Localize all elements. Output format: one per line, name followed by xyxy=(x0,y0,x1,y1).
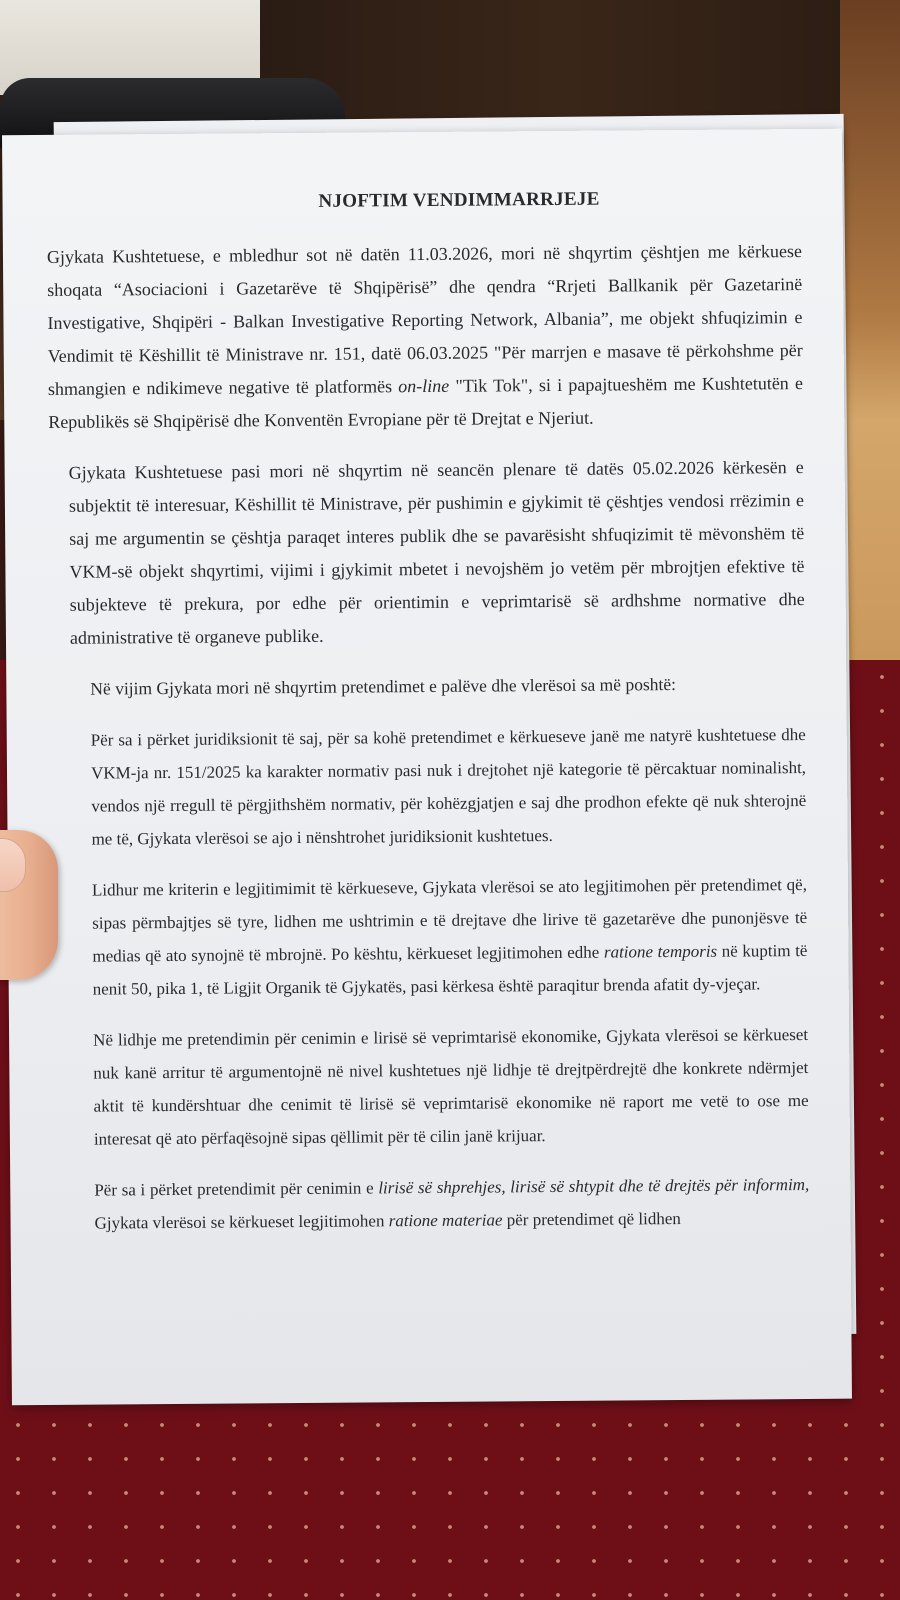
paragraph-1-italic: on-line xyxy=(398,375,450,397)
thumb xyxy=(0,830,58,980)
paragraph-5-end: në kuptim të nenit 50, pika 1, të Ligjit Organik të Gjykatës, pasi kërkesa është paraqitur brenda afatit dy-vjeçar. xyxy=(92,940,808,999)
background-wood-panel xyxy=(840,0,900,700)
paragraph-5-italic: ratione temporis xyxy=(603,941,718,962)
document-body xyxy=(46,187,809,1258)
document-title: NJOFTIM VENDIMMARRJEJE xyxy=(318,188,600,212)
document-page xyxy=(2,129,852,1406)
paragraph-7 xyxy=(54,1168,809,1240)
paragraph-1-end: "Tik Tok", si i papajtueshëm me Kushtetutën e Republikës së Shqipërisë dhe Konventën Evropiane për të Drejtat e Njeriut. xyxy=(48,373,804,432)
paragraph-7-italic-2: ratione materiae xyxy=(388,1210,503,1231)
paragraph-2: Gjykata Kushtetuese pasi mori në shqyrtim në seancën plenare të datës 05.02.2026 kërkesën e subjektit të interesuar, Këshillit të Ministrave, për pushimin e gjykimit të çështjes vendosi rrëzimin e saj me argumentin se çështja paraqet interes publik dhe se pavarësisht shfuqizimit të mëvonshëm të VKM-së objekt shqyrtimi, vijimi i gjykimit mbetet i nevojshëm jo vetëm për mbrojtjen efektive të subjekteve të prekura, por edhe për orientimin e veprimtarisë së ardhshme normative dhe administrative të organeve publike. xyxy=(68,457,805,648)
paragraph-7-mid: Gjykata vlerësoi se kërkueset legjitimohen xyxy=(94,1211,389,1233)
thumb-nail xyxy=(0,838,26,892)
paragraph-5 xyxy=(52,868,808,1006)
paragraph-5-text: Lidhur me kriterin e legjitimimit të kërkueseve, Gjykata vlerësoi se ato legjitimohen për pretendimet që, sipas përmbajtjes së tyre, lidhen me ushtrimin e të drejtave dhe lirive të gazetarëve dhe punonjësve të medias që ato synojnë të mbrojnë. Po kështu, kërkueset legjitimohen edhe xyxy=(91,875,808,966)
paragraph-7-end: për pretendimet që lidhen xyxy=(502,1209,681,1230)
paragraph-4: Për sa i përket juridiksionit të saj, për sa kohë pretendimet e kërkueseve janë me natyrë kushtetuese dhe VKM-ja nr. 151/2025 ka karakter normativ pasi nuk i drejtohet një kategorie të përcaktuar nominalisht, vendos një rregull të përgjithshëm normativ, për kohëzgjatjen e saj dhe prodhon efekte që nuk shterojnë me të, Gjykata vlerësoi se ajo i nënshtrohet juridiksionit kushtetues. xyxy=(90,725,807,849)
paragraph-1-text: Gjykata Kushtetuese, e mbledhur sot në datën 11.03.2026, mori në shqyrtim çështjen me kërkuese shoqata “Asociacioni i Gazetarëve të Shqipërisë” dhe qendra “Rrjeti Ballkanik për Gazetarinë Investigative, Shqipëri - Balkan Investigative Reporting Network, Albania”, me objekt shfuqizimin e Vendimit të Këshillit të Ministrave nr. 151, datë 06.03.2025 "Për marrjen e masave të përkohshme për shmangien e ndikimeve negative të platformës xyxy=(46,241,803,399)
paragraph-1 xyxy=(47,235,804,439)
paragraph-7-start: Për sa i përket pretendimit për cenimin e xyxy=(94,1178,379,1200)
paragraph-7-italic: lirisë së shprehjes, lirisë së shtypit dhe të drejtës për informim, xyxy=(378,1174,810,1198)
paragraph-6: Në lidhje me pretendimin për cenimin e lirisë së veprimtarisë ekonomike, Gjykata vlerësoi se kërkueset nuk kanë arritur të argumentojnë në nivel kushtetues një lidhje të drejtpërdrejtë dhe konkrete ndërmjet aktit të kundërshtuar dhe cenimit të lirisë së veprimtarisë ekonomike në raport me vetë to ose me interesat që ato përfaqësojnë sipas qëllimit për të cilin janë krijuar. xyxy=(93,1024,809,1149)
paragraph-3: Në vijim Gjykata mori në shqyrtim pretendimet e palëve dhe vlerësoi sa më poshtë: xyxy=(90,674,677,699)
